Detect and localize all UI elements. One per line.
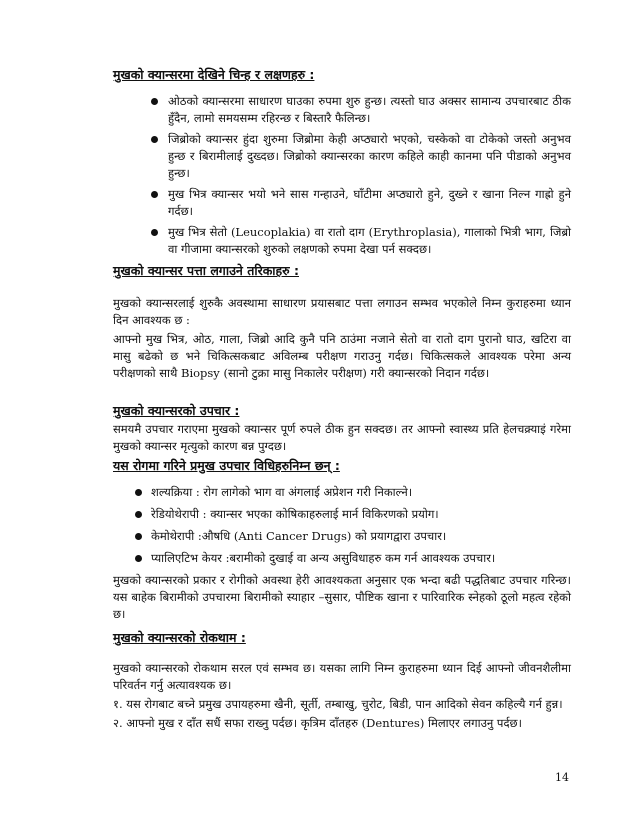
treatment-closing-paragraph: मुखको क्यान्सरको प्रकार र रोगीको अवस्था हेरी आवश्यकता अनुसार एक भन्दा बढी पद्धतिबाट उपचार गरिन्छ। यस बाहेक बिरामीको उपचारमा बिरामीको स्याहार –सुसार, पौष्टिक खाना र पारिवारिक स्नेहको ठूलो महत्व रहेको छ। [113, 573, 571, 621]
bullet-icon [135, 533, 142, 540]
bullet-icon [151, 136, 158, 143]
list-item-text: प्यालिएटिभ केयर :बरामीको दुखाई वा अन्य असुविधाहरु कम गर्न आवश्यक उपचार। [151, 551, 496, 565]
list-item-text: केमोथेरापी :औषधि (Anti Cancer Drugs) को प्रयागद्वारा उपचार। [151, 529, 447, 543]
prevention-paragraph: मुखको क्यान्सरको रोकथाम सरल एवं सम्भव छ। यसका लागि निम्न कुराहरुमा ध्यान दिई आफ्नो जीवनशैलीमा परिवर्तन गर्नु अत्यावश्यक छ। [113, 661, 571, 692]
bullet-icon [135, 511, 142, 518]
list-item-text: जिब्रोको क्यान्सर हुंदा शुरुमा जिब्रोमा केही अप्ठ्यारो भएको, चस्केको वा टोकेको जस्तो अनुभव हुन्छ र बिरामीलाई दुख्दछ। जिब्रोको क्यान्सरका कारण कहिले काही कानमा पनि पीडाको अनुभव हुन्छ। [168, 132, 571, 180]
list-item [113, 224, 571, 258]
list-item [113, 506, 571, 523]
treatment-paragraph: समयमै उपचार गराएमा मुखको क्यान्सर पूर्ण रुपले ठीक हुन सक्दछ। तर आफ्नो स्वास्थ्य प्रति हेलचक्र्याइं गरेमा मुखको क्यान्सर मृत्युको कारण बन्न पुग्दछ। [113, 422, 571, 453]
list-item [113, 550, 571, 567]
list-item-text: शल्यक्रिया : रोग लागेको भाग वा अंगलाई अप्रेशन गरी निकाल्ने। [151, 485, 413, 499]
list-item [113, 528, 571, 545]
treatment-methods-heading: यस रोगमा गरिने प्रमुख उपचार विधिहरुनिम्न छन् : [113, 458, 340, 473]
page-number: 14 [555, 771, 569, 784]
section-heading-treatment: मुखको क्यान्सरको उपचार : [113, 403, 240, 418]
bullet-icon [151, 98, 158, 105]
section-heading-prevention: मुखको क्यान्सरको रोकथाम : [113, 630, 246, 645]
bullet-icon [151, 191, 158, 198]
list-item-text: ओठको क्यान्सरमा साधारण घाउका रुपमा शुरु हुन्छ। त्यस्तो घाउ अक्सर सामान्य उपचारबाट ठीक हुँदैन, लामो समयसम्म रहिरन्छ र बिस्तारै फैलिन्छ। [168, 94, 571, 125]
section-heading-signs: मुखको क्यान्सरमा देखिने चिन्ह र लक्षणहरु : [113, 67, 315, 82]
list-item [113, 186, 571, 220]
list-item [113, 484, 571, 501]
signs-list [113, 93, 571, 258]
diagnosis-paragraph: मुखको क्यान्सरलाई शुरुकै अवस्थामा साधारण प्रयासबाट पत्ता लगाउन सम्भव भएकोले निम्न कुराहरुमा ध्यान दिन आवश्यक छ : [113, 296, 571, 327]
list-item [113, 131, 571, 182]
prevention-paragraph: १. यस रोगबाट बच्ने प्रमुख उपायहरुमा खैनी, सूर्ती, तम्बाखु, चुरोट, बिडी, पान आदिको सेवन कहिल्यै गर्न हुन्न। [113, 697, 563, 711]
treatment-methods-list [113, 484, 571, 567]
list-item-text: मुख भित्र सेतो (Leucoplakia) वा रातो दाग (Erythroplasia), गालाको भित्री भाग, जिब्रो वा गीजामा क्यान्सरको शुरुको लक्षणको रुपमा देखा पर्न सक्दछ। [168, 225, 571, 256]
diagnosis-paragraph: आफ्नो मुख भित्र, ओठ, गाला, जिब्रो आदि कुनै पनि ठाउंमा नजाने सेतो वा रातो दाग पुरानो घाउ, खटिरा वा मासु बढेको छ भने चिकित्सकबाट अविलम्ब परीक्षण गराउनु गर्दछ। चिकित्सकले आवश्यक परेमा अन्य परीक्षणको साथै Biopsy (सानो टुक्रा मासु निकालेर परीक्षण) गरी क्यान्सरको निदान गर्दछ। [113, 332, 571, 380]
bullet-icon [135, 555, 142, 562]
list-item-text: रेडियोथेरापी : क्यान्सर भएका कोषिकाहरुलाई मार्न विकिरणको प्रयोग। [151, 507, 439, 521]
section-heading-diagnosis: मुखको क्यान्सर पत्ता लगाउने तरिकाहरु : [113, 263, 299, 278]
list-item [113, 93, 571, 127]
list-item-text: मुख भित्र क्यान्सर भयो भने सास गन्हाउने, घाँटीमा अप्ठ्यारो हुने, दुख्ने र खाना निल्न गाह्रो हुने गर्दछ। [168, 187, 571, 218]
bullet-icon [151, 229, 158, 236]
bullet-icon [135, 489, 142, 496]
page-content [113, 66, 571, 734]
prevention-paragraph: २. आफ्नो मुख र दाँत सधैं सफा राख्नु पर्दछ। कृत्रिम दाँतहरु (Dentures) मिलाएर लगाउनु पर्दछ। [113, 716, 522, 730]
